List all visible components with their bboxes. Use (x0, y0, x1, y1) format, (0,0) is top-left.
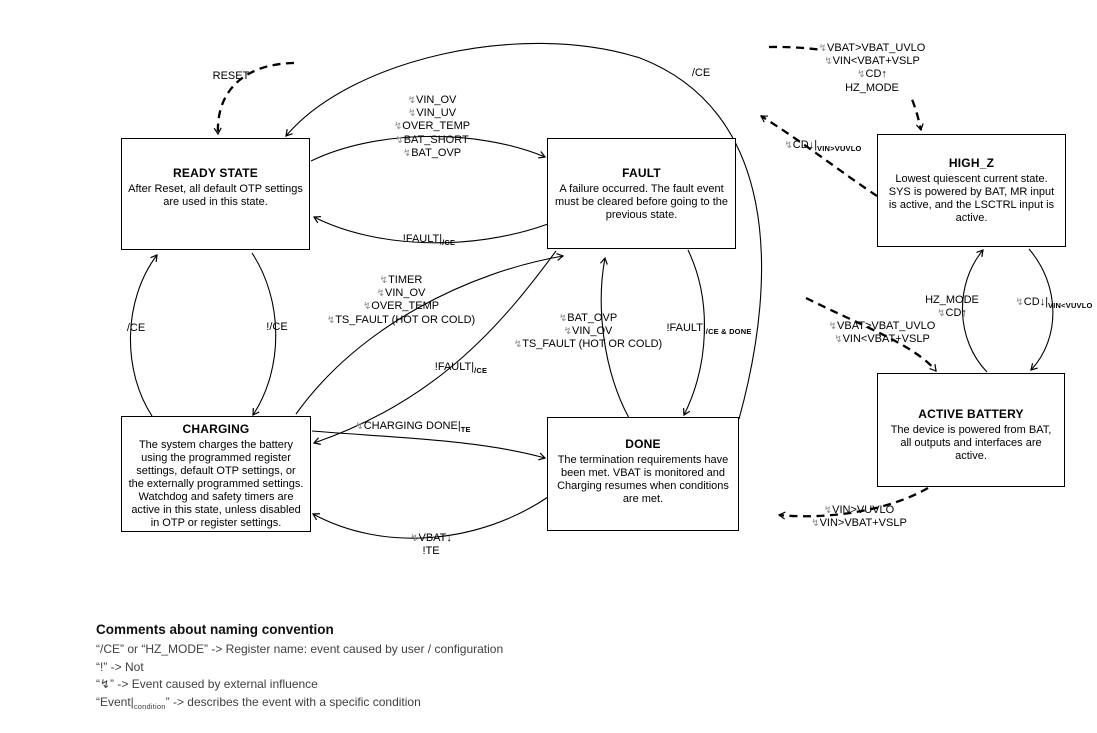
label-line: ↯VIN_OV (407, 94, 457, 106)
state-body-fault: A failure occurred. The fault event must be cleared before going to the previous state. (554, 183, 729, 221)
label-line: ↯OVER_TEMP (393, 120, 471, 133)
label-line: ↯BAT_OVP (558, 312, 618, 324)
lightning-icon: ↯ (937, 308, 946, 320)
label-line: “!” -> Not (96, 659, 144, 674)
label-line: /CE (126, 322, 146, 334)
label-line: $!FAULT|_{/CE}$ (402, 233, 456, 247)
lightning-icon: ↯ (402, 147, 412, 159)
lightning-icon: ↯ (818, 43, 828, 54)
label-fault-to-done (666, 322, 751, 335)
transition-charging-to-ready (130, 255, 157, 416)
label-line: !/CE (266, 321, 288, 333)
state-body-ready: After Reset, all default OTP settings are used in this state. (128, 183, 303, 208)
lightning-icon: ↯ (823, 505, 833, 516)
lightning-icon: ↯ (828, 321, 838, 332)
lightning-icon: ↯ (1015, 297, 1024, 308)
label-line: ↯VBAT>VBAT_UVLO (818, 42, 926, 54)
label-line: HZ_MODE (925, 294, 979, 306)
label-line: ↯VIN_OV (563, 325, 613, 338)
label-line: ↯TS_FAULT (HOT OR COLD) (326, 313, 476, 326)
label-line: ↯VIN<VBAT+VSLP (824, 55, 920, 68)
label-line: RESET (212, 70, 250, 82)
comments-lines (96, 643, 503, 710)
lightning-icon: ↯ (407, 95, 417, 106)
lightning-icon: ↯ (379, 275, 389, 286)
state-box-active-battery (877, 373, 1065, 487)
state-title-active-battery: ACTIVE BATTERY (918, 407, 1024, 421)
lightning-icon: ↯ (362, 301, 372, 313)
lightning-icon: ↯ (326, 314, 336, 326)
state-title-ready: READY STATE (173, 166, 258, 180)
label-fault-to-charging (435, 361, 487, 374)
state-body-charging: The system charges the battery using the programmed register settings, default OTP settings, or the externally programmed settings. Watchdog and safety timers are active in this state, unless disabled in OTP or register settings. (128, 439, 304, 529)
label-line: “$Event|_{condition}$” -> describes the event with a specific condition (96, 694, 421, 711)
label-line: ↯CD↑ (857, 68, 887, 81)
label-line: ↯OVER_TEMP (362, 300, 440, 313)
label-line: ↯VIN>VUVLO (823, 504, 895, 516)
state-box-ready (121, 138, 310, 250)
label-charging-to-fault-events (327, 274, 475, 327)
lightning-icon: ↯ (513, 339, 523, 351)
label-highz-exit-left (784, 139, 861, 152)
lightning-icon: ↯ (563, 326, 573, 338)
label-active-exit-events (811, 504, 907, 530)
state-box-done (547, 417, 739, 531)
label-highz-to-active (1015, 296, 1092, 309)
label-line: ↯TIMER (379, 274, 423, 286)
comments-section (96, 622, 503, 714)
state-body-done: The termination requirements have been met. VBAT is monitored and Charging resumes when conditions are met. (557, 454, 729, 505)
label-line: ↯VIN_OV (376, 287, 426, 300)
state-title-done: DONE (625, 437, 661, 451)
lightning-icon: ↯ (857, 69, 866, 81)
state-title-highz: HIGH_Z (948, 156, 995, 170)
label-line: HZ_MODE (845, 81, 899, 94)
label-charging-to-done (355, 420, 470, 433)
lightning-icon: ↯ (410, 533, 419, 544)
state-title-fault: FAULT (622, 166, 661, 180)
transition-highz-exit-left (761, 116, 877, 196)
label-line: ↯CHARGING $DONE|_{TE}$ (355, 420, 471, 434)
label-fault-to-ready (403, 233, 455, 246)
lightning-icon: ↯ (824, 56, 833, 68)
state-body-highz: Lowest quiescent current state. SYS is powered by BAT, MR input is active, and the LSCTRL input is active. (888, 173, 1055, 224)
comments-title: Comments about naming convention (96, 622, 334, 637)
label-line: $↯CD↓|_{VIN<VUVLO}$ (1015, 296, 1093, 310)
lightning-icon: ↯ (811, 518, 820, 530)
state-body-active-battery: The device is powered from BAT, all outputs and interfaces are active. (890, 424, 1052, 462)
label-line: ↯BAT_SHORT (395, 133, 469, 146)
label-line: ↯BAT_OVP (402, 146, 462, 159)
state-box-fault (547, 138, 736, 249)
label-line: ↯CD↑ (937, 307, 967, 320)
label-charging-to-ready-ce (127, 322, 145, 335)
label-line: ↯VIN>VBAT+VSLP (811, 517, 907, 530)
label-line: $!FAULT|_{/CE \& DONE}$ (666, 322, 752, 336)
lightning-icon: ↯ (393, 121, 403, 133)
lightning-icon: ↯ (355, 421, 364, 432)
lightning-icon: ↯ (407, 108, 417, 120)
state-box-highz (877, 134, 1066, 247)
state-box-charging (121, 416, 311, 532)
label-line: $↯CD↓|_{VIN>VUVLO}$ (784, 139, 862, 153)
lightning-icon: ↯ (395, 134, 404, 146)
label-ready-to-fault-events (394, 94, 470, 160)
transition-charging-to-done (312, 431, 545, 458)
lightning-icon: ↯ (784, 140, 793, 151)
label-ready-to-charging-notce (266, 321, 287, 334)
state-title-charging: CHARGING (182, 422, 250, 436)
label-line: ↯VIN_UV (407, 107, 457, 120)
label-line: ↯VIN<VBAT+VSLP (834, 333, 930, 346)
label-enter-active-events (829, 320, 936, 346)
label-line: “↯” -> Event caused by external influence (96, 677, 318, 691)
lightning-icon: ↯ (834, 334, 843, 346)
label-line: ↯VBAT↓ (410, 532, 452, 544)
label-reset (213, 70, 250, 83)
lightning-icon: ↯ (376, 288, 386, 300)
label-done-to-charging (410, 532, 452, 558)
label-done-to-ready-ce (692, 67, 710, 80)
label-line: !TE (422, 545, 440, 558)
label-active-to-highz (925, 294, 979, 320)
label-line: “/CE” or “HZ_MODE” -> Register name: event caused by user / configuration (96, 642, 504, 656)
label-enter-highz-events (819, 42, 926, 95)
label-line: $!FAULT|_{/CE}$ (434, 361, 488, 375)
label-line: ↯TS_FAULT (HOT OR COLD) (513, 338, 663, 351)
label-done-to-fault-events (514, 312, 662, 352)
lightning-icon: ↯ (558, 313, 568, 324)
label-line: /CE (691, 67, 711, 79)
label-line: ↯VBAT>VBAT_UVLO (828, 320, 936, 332)
